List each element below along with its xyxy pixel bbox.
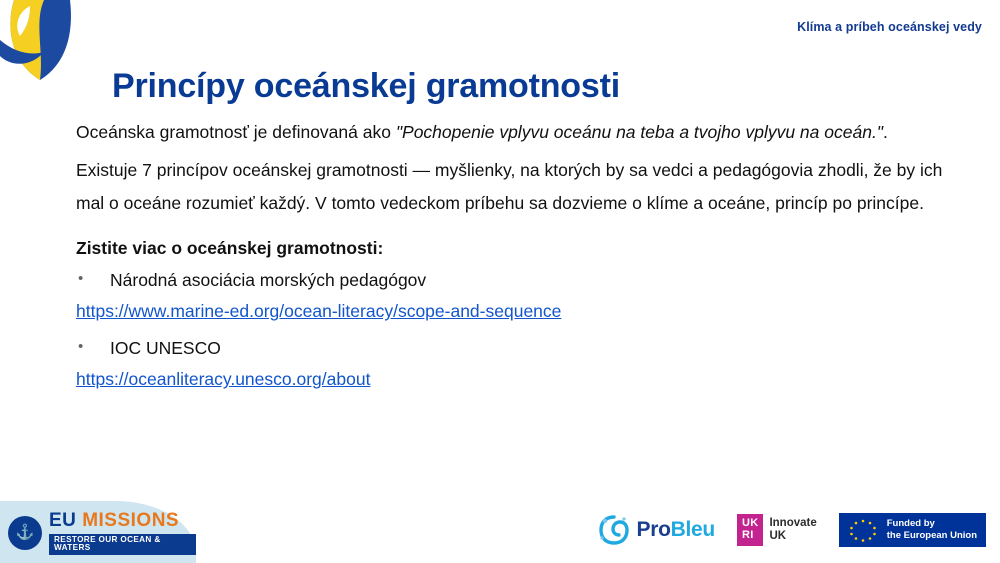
link-line-marine-ed[interactable] (76, 298, 956, 325)
page-title: Princípy oceánskej gramotnosti (112, 66, 620, 105)
innovate-uk-logo (737, 514, 817, 545)
probleu-logo (597, 513, 715, 547)
paragraph-principles: Existuje 7 princípov oceánskej gramotnosti — myšlienky, na ktorých by sa vedci a pedagógovia zhodli, že by ich mal o oceáne rozumieť každý. V tomto vedeckom príbehu sa dozvieme o klíme a oceáne, princíp po princípe. (76, 159, 943, 214)
eu-stars-icon (846, 518, 880, 542)
eu-funded-line2: the European Union (886, 530, 977, 541)
anchor-glyph: ⚓ (15, 524, 35, 542)
eu-funded-line1: Funded by (886, 518, 935, 530)
list-item (76, 267, 956, 294)
probleu-name-b: Bleu (670, 518, 715, 541)
paragraph-definition-prefix: Oceánska gramotnosť je definovaná ako (76, 122, 396, 142)
list-item-label: IOC UNESCO (110, 338, 221, 359)
eu-missions-title-a: EU (49, 509, 83, 531)
resource-list-2 (76, 335, 956, 362)
paragraph-definition (76, 116, 956, 150)
paragraph-definition-quote: "Pochopenie vplyvu oceánu na teba a tvojho vplyvu na oceán." (395, 122, 884, 142)
probleu-swirl-icon (597, 513, 631, 547)
link-unesco[interactable]: https://oceanliteracy.unesco.org/about (76, 369, 371, 390)
eu-missions-subtitle: RESTORE OUR OCEAN & WATERS (49, 534, 196, 555)
innovate-line2: UK (769, 530, 787, 542)
eu-missions-title (49, 511, 196, 530)
probleu-name-a: Pro (636, 518, 671, 541)
probleu-wordmark (637, 518, 715, 542)
innovate-uk-wordmark (769, 517, 816, 543)
anchor-wave-icon (8, 516, 42, 550)
paragraph-definition-suffix: . (883, 122, 888, 142)
eu-funded-wordmark (887, 518, 977, 542)
list-item (76, 335, 956, 362)
eu-funded-logo (839, 513, 986, 547)
link-line-unesco[interactable] (76, 366, 956, 393)
bullet-icon: • (78, 270, 84, 288)
eu-missions-title-b: MISSIONS (82, 509, 180, 531)
innovate-line1: Innovate (769, 516, 817, 529)
header-label: Klíma a príbeh oceánskej vedy (797, 20, 982, 34)
slide-body (76, 116, 956, 404)
eu-missions-logo-mark (0, 0, 110, 110)
link-marine-ed[interactable]: https://www.marine-ed.org/ocean-literacy/scope-and-sequence (76, 301, 562, 322)
list-item-label: Národná asociácia morských pedagógov (110, 270, 427, 291)
eu-missions-text (49, 511, 196, 555)
ukri-mark: UK RI (737, 514, 764, 545)
subheading-learn-more: Zistite viac o oceánskej gramotnosti: (76, 237, 384, 258)
eu-missions-badge (0, 501, 196, 563)
resource-list (76, 267, 956, 294)
bullet-icon: • (78, 338, 84, 356)
footer-logo-strip (597, 513, 986, 547)
eu-missions-badge-inner (8, 511, 196, 555)
